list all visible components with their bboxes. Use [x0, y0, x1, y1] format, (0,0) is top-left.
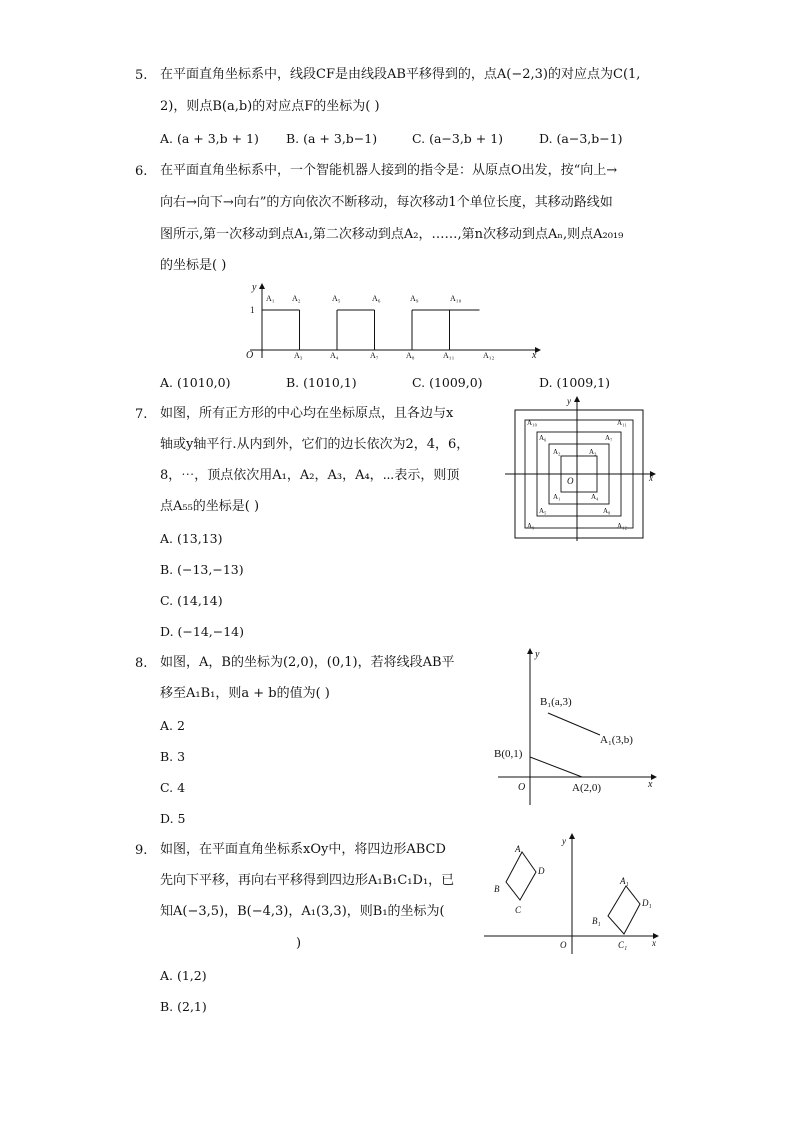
point-label: A₇ — [370, 351, 379, 360]
option-b[interactable]: B. 3 — [160, 749, 186, 764]
option-d[interactable]: D. 5 — [160, 811, 186, 826]
y-axis-label: y — [567, 396, 571, 406]
question-number: 9. — [135, 843, 148, 858]
segment-translation-figure — [488, 645, 663, 805]
unit-label: 1 — [250, 305, 255, 315]
point-label: A₇ — [605, 434, 613, 442]
option-c[interactable]: C. (1009,0) — [412, 375, 483, 390]
point-label: A₆ — [539, 434, 547, 442]
option-b[interactable]: B. (−13,−13) — [160, 562, 244, 577]
point-label: A₄ — [330, 351, 339, 360]
point-label: A₁₁ — [443, 351, 455, 360]
point-label: A₁₂ — [617, 522, 627, 530]
point-label: A₄ — [591, 493, 599, 501]
segment-ab — [530, 757, 582, 777]
question-text: 图所示,第一次移动到点A₁,第二次移动到点A₂，……,第n次移动到点Aₙ,则点A₂₀₁₉ — [160, 227, 624, 242]
option-b[interactable]: B. (2,1) — [160, 999, 207, 1014]
point-label: A₁₀ — [527, 419, 537, 427]
question-text: 向右→向下→向右”的方向依次不断移动，每次移动1个单位长度，其移动路线如 — [160, 195, 613, 210]
quadrilateral-a1b1c1d1 — [608, 886, 640, 934]
point-label: A₁₂ — [483, 351, 495, 360]
option-a[interactable]: A. 2 — [160, 718, 185, 733]
question-text: 8，⋯，顶点依次用A₁，A₂，A₃，A₄，⋯表示，则顶 — [160, 468, 460, 483]
point-label: A₁₀ — [450, 294, 462, 303]
option-a[interactable]: A. (1,2) — [160, 968, 207, 983]
point-label: A₁ — [620, 876, 629, 886]
origin-label: O — [246, 350, 254, 360]
option-b[interactable]: B. (1010,1) — [286, 375, 357, 390]
question-text: 2)，则点B(a,b)的对应点F的坐标为( ) — [160, 99, 380, 114]
point-label: A₂ — [553, 448, 561, 456]
point-label: A₉ — [527, 522, 535, 530]
point-label: A₅ — [332, 294, 341, 303]
point-label: D₁ — [642, 898, 652, 908]
option-c[interactable]: C. 4 — [160, 780, 186, 795]
question-text: 如图，A，B的坐标为(2,0)，(0,1)，若将线段AB平 — [160, 655, 455, 670]
point-label: A₂ — [292, 294, 301, 303]
bottom-point-labels — [294, 351, 495, 360]
question-number: 7. — [135, 407, 148, 422]
question-text: 轴或y轴平行.从内到外，它们的边长依次为2，4，6， — [160, 437, 470, 452]
question-number: 6. — [135, 164, 148, 179]
option-b[interactable]: B. (a + 3,b−1) — [286, 131, 378, 146]
question-text: ) — [296, 936, 302, 951]
y-axis-label: y — [562, 836, 566, 846]
option-a[interactable]: A. (13,13) — [160, 531, 223, 546]
point-b-label: B(0,1) — [494, 748, 523, 760]
origin-label: O — [518, 782, 526, 793]
point-label: A₃ — [589, 448, 597, 456]
y-axis-label: y — [252, 282, 257, 293]
option-c[interactable]: C. (14,14) — [160, 593, 223, 608]
point-label: A₁ — [553, 493, 561, 501]
option-a[interactable]: A. (a + 3,b + 1) — [160, 131, 259, 146]
point-label: A — [515, 844, 521, 854]
x-axis-label: x — [652, 938, 656, 948]
question-number: 5. — [135, 68, 148, 83]
origin-label: O — [567, 476, 574, 486]
question-text: 如图，在平面直角坐标系xOy中，将四边形ABCD — [160, 842, 446, 857]
question-text: 在平面直角坐标系中，一个智能机器人接到的指令是：从原点O出发，按“向上→ — [160, 163, 618, 178]
x-axis-label: x — [532, 350, 537, 360]
option-a[interactable]: A. (1010,0) — [160, 375, 231, 390]
option-d[interactable]: D. (a−3,b−1) — [539, 131, 623, 146]
top-point-labels — [266, 294, 462, 303]
point-label: C₁ — [618, 940, 628, 950]
option-d[interactable]: D. (1009,1) — [539, 375, 611, 390]
x-axis-label: x — [649, 473, 653, 483]
question-text: 在平面直角坐标系中，线段CF是由线段AB平移得到的，点A(−2,3)的对应点为C(1, — [160, 67, 641, 82]
question-text: 知A(−3,5)，B(−4,3)，A₁(3,3)，则B₁的坐标为( — [160, 904, 445, 919]
point-label: A₃ — [294, 351, 303, 360]
point-label: B₁ — [592, 916, 601, 926]
quadrilateral-abcd — [506, 852, 536, 900]
point-label: A₉ — [410, 294, 419, 303]
point-label: C — [515, 905, 522, 915]
point-label: A₁₁ — [617, 419, 627, 427]
question-number: 8. — [135, 656, 148, 671]
origin-label: O — [560, 940, 567, 950]
point-label: A₅ — [539, 507, 547, 515]
nested-squares-figure — [505, 395, 660, 543]
point-label: B — [494, 884, 500, 894]
question-text: 点A₅₅的坐标是( ) — [160, 499, 260, 514]
question-text: 如图，所有正方形的中心均在坐标原点，且各边与x — [160, 406, 454, 421]
point-label: A₈ — [603, 507, 611, 515]
x-axis-label: x — [648, 779, 653, 790]
point-b1-label: B₁(a,3) — [540, 696, 572, 708]
point-label: A₆ — [372, 294, 381, 303]
segment-a1b1 — [548, 713, 600, 735]
option-c[interactable]: C. (a−3,b + 1) — [412, 131, 504, 146]
question-text: 先向下平移，再向右平移得到四边形A₁B₁C₁D₁，已 — [160, 873, 455, 888]
point-a-label: A(2,0) — [572, 782, 602, 794]
option-d[interactable]: D. (−14,−14) — [160, 624, 245, 639]
point-label: D — [538, 866, 545, 876]
quadrilateral-translation-figure — [480, 830, 665, 955]
y-axis-label: y — [535, 649, 540, 660]
point-a1-label: A₁(3,b) — [600, 734, 633, 746]
question-text: 的坐标是( ) — [160, 258, 227, 273]
robot-path-figure — [240, 280, 550, 360]
point-label: A₁ — [266, 294, 275, 303]
question-text: 移至A₁B₁，则a + b的值为( ) — [160, 686, 330, 701]
point-label: A₈ — [406, 351, 415, 360]
robot-path — [262, 310, 480, 350]
